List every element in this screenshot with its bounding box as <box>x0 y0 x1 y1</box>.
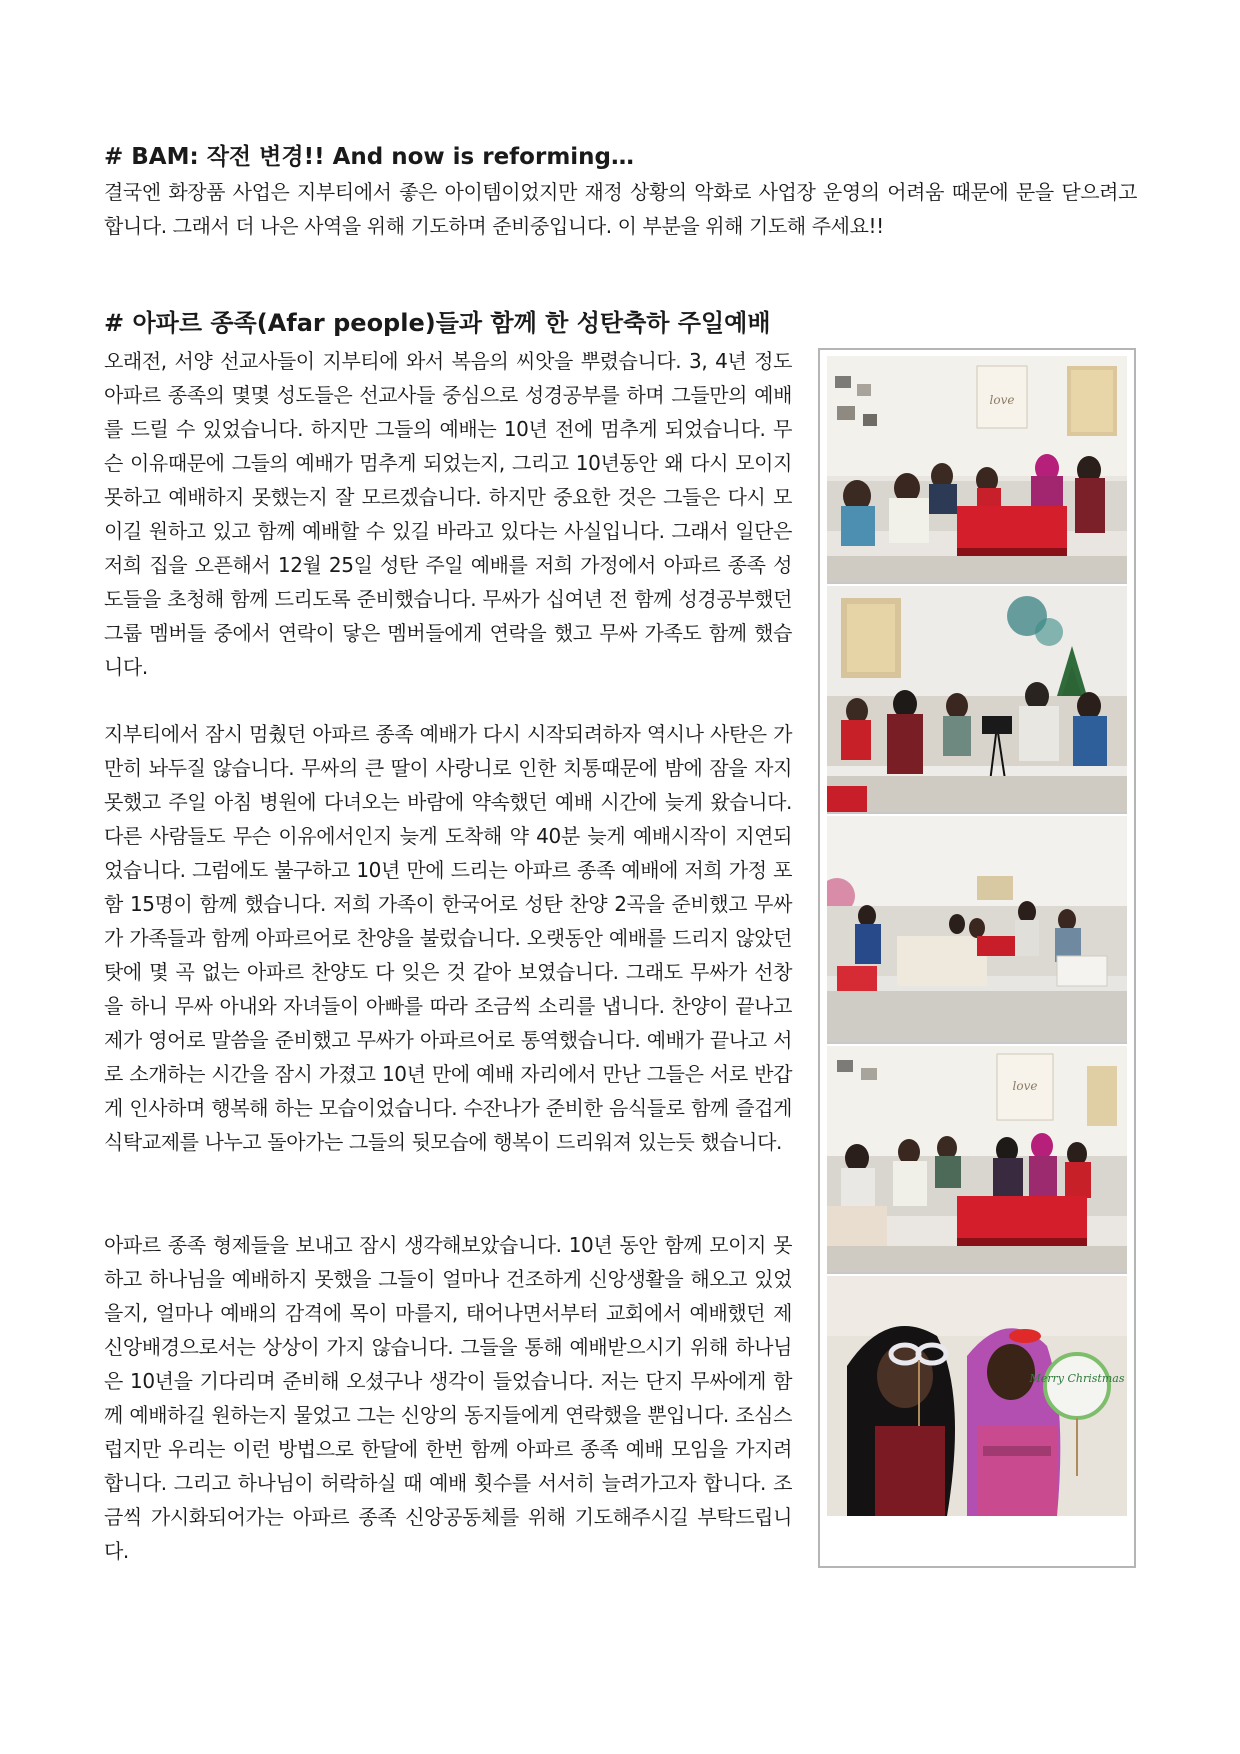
section-heading-afar-worship: # 아파르 종족(Afar people)들과 함께 한 성탄축하 주일예배 <box>104 309 771 337</box>
wall-sign-love-2: love <box>1012 1079 1038 1093</box>
photo-column <box>818 348 1136 1568</box>
section-heading-bam: # BAM: 작전 변경!! And now is reforming… <box>104 144 635 170</box>
wall-sign-love: love <box>989 393 1015 407</box>
afar-paragraph-3: 아파르 종족 형제들을 보내고 잠시 생각해보았습니다. 10년 동안 함께 모이지 못하고 하나님을 예배하지 못했을 그들이 얼마나 건조하게 신앙생활을 해오고 있었을지, 얼마나 예배의 감격에 목이 마를지, 태어나면서부터 교회에서 예배했던 제 신앙배경으로서는 상상이 가지 않습니다. 그들을 통해 예배받으시기 위해 하나님은 10년을 기다리며 준비해 오셨구나 생각이 들었습니다. 저는 단지 무싸에게 함께 예배하길 원하는지 물었고 그는 신앙의 동지들에게 연락했을 뿐입니다. 조심스럽지만 우리는 이런 방법으로 한달에 한번 함께 아파르 종족 예배 모임을 가지려 합니다. 그리고 하나님이 허락하실 때 예배 횟수를 서서히 늘려가고자 합니다. 조금씩 가시화되어가는 아파르 종족 신앙공동체를 위해 기도해주시길 부탁드립니다. <box>104 1233 792 1563</box>
merry-christmas-sign: Merry Christmas <box>1029 1372 1125 1385</box>
photo-worship-singing <box>827 586 1127 814</box>
bam-paragraph: 결국엔 화장품 사업은 지부티에서 좋은 아이템이었지만 재정 상황의 악화로 사업장 운영의 어려움 때문에 문을 닫으려고 합니다. 그래서 더 나은 사역을 위해 기도하며 준비중입니다. 이 부분을 위해 기도해 주세요!! <box>104 180 1137 238</box>
afar-paragraph-2: 지부티에서 잠시 멈췄던 아파르 종족 예배가 다시 시작되려하자 역시나 사탄은 가만히 놔두질 않습니다. 무싸의 큰 딸이 사랑니로 인한 치통때문에 밤에 잠을 자지 못했고 주일 아침 병원에 다녀오는 바람에 약속했던 예배 시간에 늦게 왔습니다. 다른 사람들도 무슨 이유에서인지 늦게 도착해 약 40분 늦게 예배시작이 지연되었습니다. 그럼에도 불구하고 10년 만에 드리는 아파르 종족 예배에 저희 가정 포함 15명이 함께 했습니다. 저희 가족이 한국어로 성탄 찬양 2곡을 준비했고 무싸가 가족들과 함께 아파르어로 찬양을 불렀습니다. 오랫동안 예배를 드리지 않았던 탓에 몇 곡 없는 아파르 찬양도 다 잊은 것 같아 보였습니다. 그래도 무싸가 선창을 하니 무싸 아내와 자녀들이 아빠를 따라 조금씩 소리를 냅니다. 찬양이 끝나고 제가 영어로 말씀을 준비했고 무싸가 아파르어로 통역했습니다. 예배가 끝나고 서로 소개하는 시간을 잠시 가졌고 10년 만에 예배 자리에서 만난 그들은 서로 반갑게 인사하며 행복해 하는 모습이었습니다. 수잔나가 준비한 음식들로 함께 즐겁게 식탁교제를 나누고 돌아가는 그들의 뒷모습에 행복이 드리워져 있는듯 했습니다. <box>104 722 792 1154</box>
photo-merry-christmas-props <box>827 1276 1127 1516</box>
photo-room-wide <box>827 816 1127 1044</box>
afar-paragraph-1: 오래전, 서양 선교사들이 지부티에 와서 복음의 씨앗을 뿌렸습니다. 3, 4년 정도 아파르 종족의 몇몇 성도들은 선교사들 중심으로 성경공부를 하며 그들만의 예배를 드릴 수 있었습니다. 하지만 그들의 예배는 10년 전에 멈추게 되었습니다. 무슨 이유때문에 그들의 예배가 멈추게 되었는지, 그리고 10년동안 왜 다시 모이지 못하고 예배하지 못했는지 잘 모르겠습니다. 하지만 중요한 것은 그들은 다시 모이길 원하고 있고 함께 예배할 수 있길 바라고 있다는 사실입니다. 그래서 일단은 저희 집을 오픈해서 12월 25일 성탄 주일 예배를 저희 가정에서 아파르 종족 성도들을 초청해 함께 드리도록 준비했습니다. 무싸가 십여년 전 함께 성경공부했던 그룹 멤버들 중에서 연락이 닿은 멤버들에게 연락을 했고 무싸 가족도 함께 했습니다. <box>104 349 792 679</box>
photo-living-room-gathering <box>827 356 1127 584</box>
photo-fellowship-table <box>827 1046 1127 1274</box>
